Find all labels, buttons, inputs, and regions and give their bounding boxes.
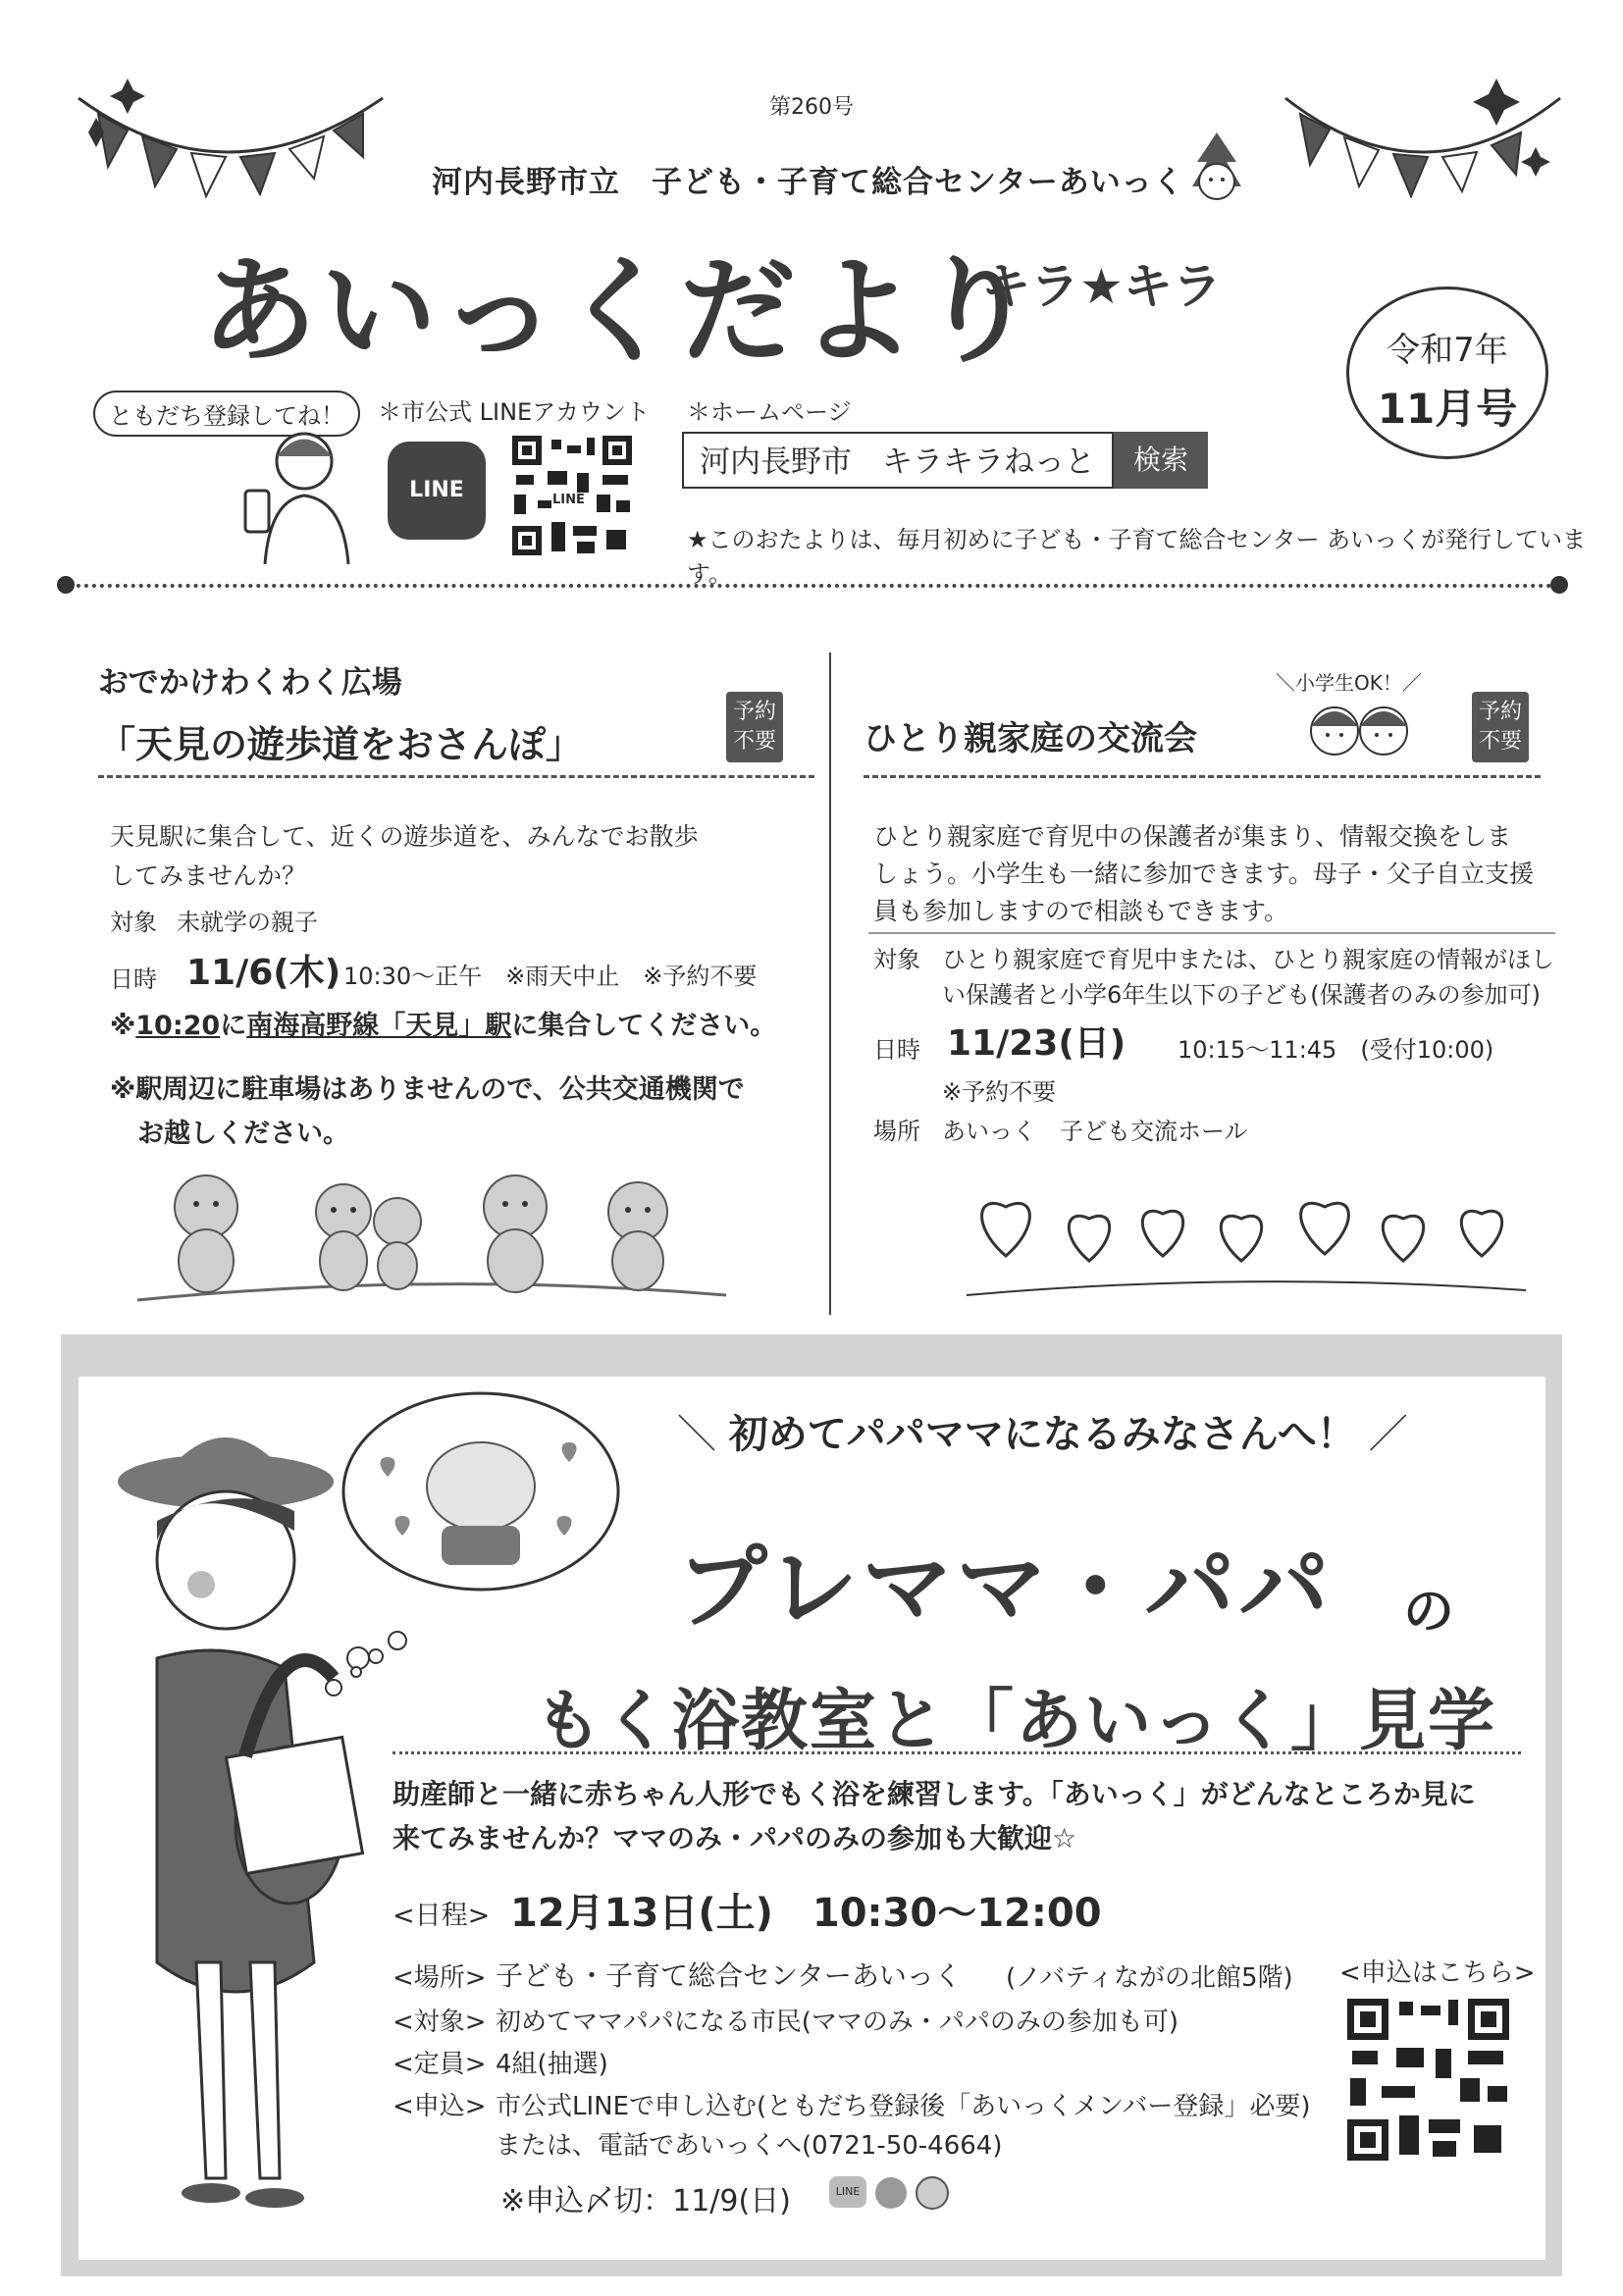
right-reservation-badge: [1472, 692, 1529, 762]
left-target: 未就学の親子: [177, 909, 318, 936]
right-date-note: ※予約不要: [942, 1078, 1057, 1106]
prenatal-subtitle-text: 初めてパパママになるみなさんへ！: [728, 1412, 1356, 1457]
issue-note: ★このおたよりは、毎月初めに子ども・子育て総合センター あいっくが発行しています。: [687, 526, 1587, 588]
right-date-label: 日時: [873, 1036, 920, 1064]
left-badge-line1: 予約: [732, 700, 776, 724]
children-icon: [1300, 692, 1418, 770]
right-place-label: 場所: [873, 1118, 920, 1145]
kids-ok-bubble: ＼小学生OK！／: [1276, 671, 1422, 695]
bunting-right-icon: [1276, 59, 1570, 226]
right-desc-3: 員も参加しますので相談もできます。: [873, 897, 1289, 925]
homepage-search-button[interactable]: 検索: [1114, 432, 1208, 489]
issue-month-badge: [1346, 287, 1548, 459]
right-badge-line2: 不要: [1478, 729, 1522, 754]
left-note1-mid: に: [220, 1011, 247, 1041]
person-with-phone-icon: [231, 417, 358, 564]
left-desc-2: してみませんか？: [110, 861, 307, 890]
left-reservation-badge: [726, 692, 783, 762]
left-note1-time: 10:20: [135, 1011, 221, 1041]
divider-dot-left: [57, 576, 75, 594]
prenatal-cap: 4組(抽選): [496, 2050, 608, 2079]
prenatal-deadline: ※申込〆切：11/9(日): [500, 2184, 791, 2218]
right-desc-1: ひとり親家庭で育児中の保護者が集まり、情報交換をしま: [873, 822, 1512, 851]
left-note2: ※駅周辺に駐車場はありませんので、公共交通機関で: [110, 1074, 745, 1105]
prenatal-sched-label: <日程>: [393, 1901, 491, 1931]
left-event-title1: おでかけわくわく広場: [98, 665, 402, 701]
left-event-title2: 「天見の遊歩道をおさんぽ」: [98, 723, 584, 766]
left-note1-post: に集合してください。: [511, 1011, 777, 1041]
left-badge-line2: 不要: [732, 729, 776, 754]
prenatal-title1: プレママ・パパ: [677, 1536, 1334, 1641]
prenatal-place: 子ども・子育て総合センターあいっく: [496, 1959, 962, 1992]
issue-month: 11月号: [1377, 385, 1518, 433]
left-note2b: お越しください。: [137, 1119, 349, 1149]
thought-bubble-baby-icon: [334, 1379, 628, 1614]
left-desc-1: 天見駅に集合して、近くの遊歩道を、みんなでお散歩: [110, 822, 699, 851]
divider-dot-right: [1550, 576, 1568, 594]
qr-line-label: LINE: [552, 493, 585, 507]
homepage-search-field[interactable]: 河内長野市 キラキラねっと: [682, 432, 1114, 489]
bunting-left-icon: [69, 59, 393, 216]
prenatal-title2: もく浴教室と「あいっく」見学: [535, 1683, 1497, 1760]
issue-year: 令和7年: [1387, 331, 1508, 370]
prenatal-desc-1: 助産師と一緒に赤ちゃん人形でもく浴を練習します。「あいっく」がどんなところか見に: [393, 1778, 1476, 1810]
line-logo-icon[interactable]: LINE: [388, 442, 486, 540]
right-desc-2: しょう。小学生も一緒に参加できます。母子・父子自立支援: [873, 860, 1535, 888]
header-divider: [69, 584, 1560, 588]
bears-illustration-icon: [137, 1163, 726, 1310]
prenatal-desc-2: 来てみませんか？ママのみ・パパのみの参加も大歓迎☆: [393, 1822, 1077, 1854]
right-target-1: ひとり親家庭で育児中または、ひとり親家庭の情報がほし: [942, 946, 1554, 973]
apply-qr-code-icon[interactable]: [1342, 1994, 1514, 2166]
left-note1-pre: ※: [110, 1011, 136, 1041]
prenatal-sched: 12月13日(土) 10:30～12:00: [510, 1891, 1102, 1936]
prenatal-apply-label: <申込>: [393, 2092, 487, 2121]
newsletter-title-sub: キラ★キラ: [981, 258, 1222, 315]
thought-dots-icon: [339, 1629, 417, 1688]
events-vertical-divider: [829, 652, 831, 1315]
homepage-label: ＊ホームページ: [687, 398, 852, 426]
line-account-label: ＊市公式 LINEアカウント: [378, 398, 650, 426]
left-date-big: 11/6(木): [186, 953, 341, 993]
prenatal-apply-2: または、電話であいっくへ(0721-50-4664): [496, 2131, 1003, 2161]
right-date-rest: 10:15～11:45 (受付10:00): [1178, 1036, 1494, 1064]
prenatal-target: 初めてママパパになる市民(ママのみ・パパのみの参加も可): [496, 2008, 1179, 2037]
prenatal-title1-no: の: [1403, 1583, 1455, 1642]
prenatal-cap-label: <定員>: [393, 2050, 487, 2079]
right-event-title: ひとり親家庭の交流会: [864, 719, 1197, 758]
left-date-label: 日時: [110, 965, 157, 993]
right-desc-divider: [868, 932, 1555, 934]
left-title-underline: [98, 775, 814, 778]
right-place: あいっく 子ども交流ホール: [942, 1118, 1248, 1145]
right-title-underline: [864, 775, 1541, 778]
left-date-rest: 10:30～正午 ※雨天中止 ※予約不要: [343, 963, 758, 990]
hearts-illustration-icon: [962, 1177, 1531, 1305]
left-note1: [110, 1006, 776, 1047]
prenatal-target-label: <対象>: [393, 2008, 487, 2037]
mascot-icon: [1178, 128, 1256, 206]
contact-icons: [871, 2173, 960, 2213]
left-target-label: 対象: [110, 909, 157, 936]
prenatal-place-label: <場所>: [393, 1963, 487, 1993]
newsletter-title: あいっくだより: [201, 243, 1040, 379]
right-target-2: い保護者と小学6年生以下の子ども(保護者のみの参加可): [942, 981, 1541, 1009]
line-small-icon: LINE: [829, 2176, 866, 2208]
prenatal-place-note: (ノバティながの北館5階): [1006, 1963, 1293, 1993]
friend-register-bubble: ともだち登録してね！: [93, 391, 360, 437]
left-note1-place: 南海高野線「天見」駅: [246, 1011, 512, 1041]
right-target-label: 対象: [873, 946, 920, 973]
organization-name: 河内長野市立 子ども・子育て総合センターあいっく: [432, 165, 1184, 200]
phone-icon: [875, 2177, 907, 2209]
prenatal-title-divider: [393, 1751, 1521, 1754]
right-date-big: 11/23(日): [947, 1023, 1126, 1064]
right-badge-line1: 予約: [1478, 700, 1522, 724]
apply-here-label: <申込はこちら>: [1339, 1958, 1536, 1988]
prenatal-apply-1: 市公式LINEで申し込む(ともだち登録後「あいっくメンバー登録」必要): [496, 2092, 1311, 2121]
prenatal-subtitle: ＼ 初めてパパママになるみなさんへ！ ／: [677, 1412, 1408, 1457]
issue-number: 第260号: [769, 95, 854, 120]
